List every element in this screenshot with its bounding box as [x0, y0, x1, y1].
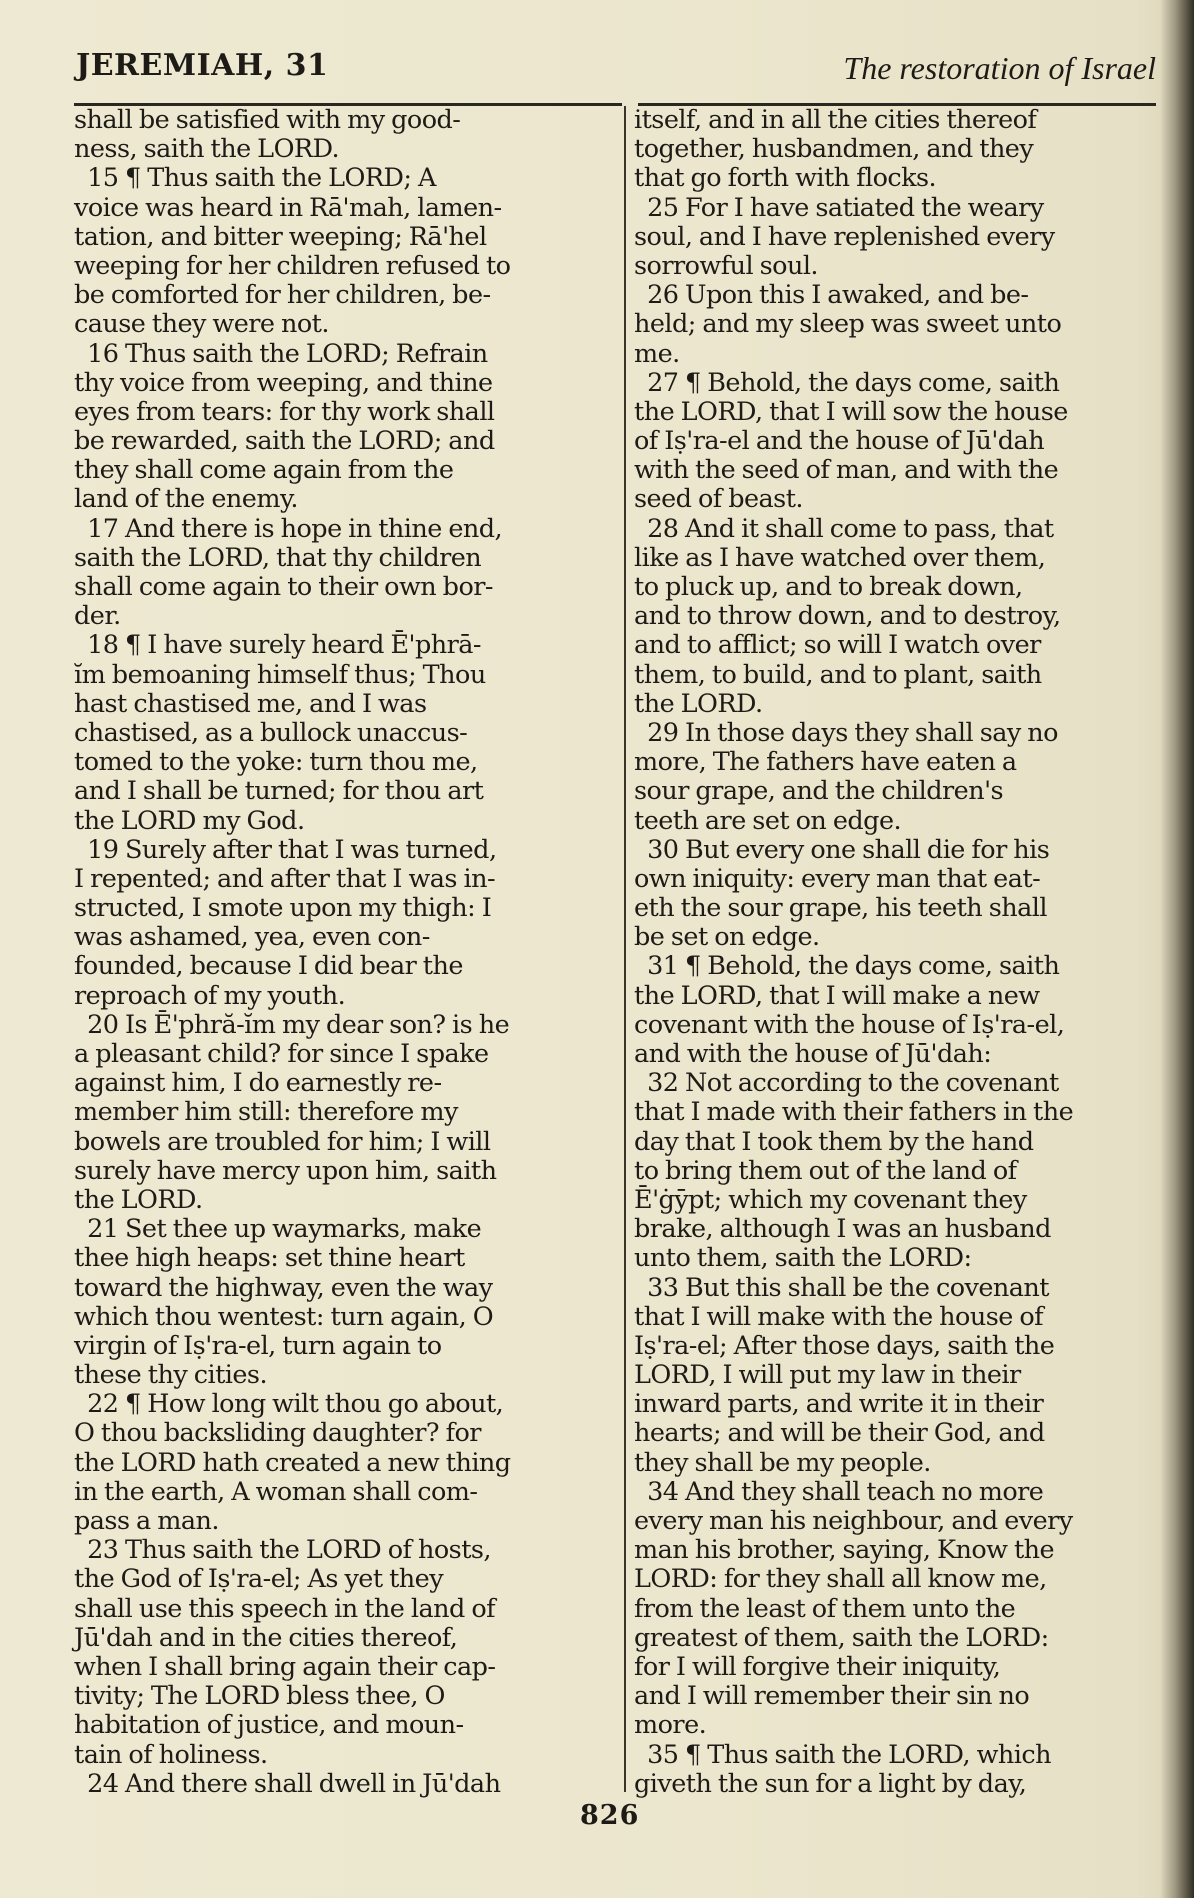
- text-line: 30 But every one shall die for his: [634, 834, 1050, 865]
- text-line: held; and my sleep was sweet unto: [634, 309, 1062, 340]
- page-header: [76, 48, 1156, 98]
- text-line: surely have mercy upon him, saith: [74, 1155, 497, 1186]
- text-line: which thou wentest: turn again, O: [74, 1301, 494, 1332]
- text-line: shall come again to their own bor-: [74, 572, 493, 602]
- text-line: the LORD my God.: [74, 805, 305, 836]
- text-line: every man his neighbour, and every: [634, 1506, 1073, 1536]
- text-line: virgin of Iṣ'ra-el, turn again to: [74, 1330, 442, 1361]
- text-line: 34 And they shall teach no more: [634, 1476, 1044, 1507]
- text-line: 29 In those days they shall say no: [634, 717, 1058, 748]
- column-divider: [624, 106, 626, 1792]
- text-line: thee high heaps: set thine heart: [74, 1243, 465, 1274]
- text-line: soul, and I have replenished every: [634, 221, 1055, 252]
- text-line: Jū'dah and in the cities thereof,: [74, 1622, 458, 1653]
- text-line: sour grape, and the children's: [634, 776, 1004, 807]
- text-line: and to afflict; so will I watch over: [634, 630, 1041, 661]
- text-line: O thou backsliding daughter? for: [74, 1418, 481, 1449]
- text-line: cause they were not.: [74, 309, 329, 340]
- text-line: unto them, saith the LORD:: [634, 1243, 972, 1274]
- text-line: eyes from tears: for thy work shall: [74, 396, 495, 427]
- text-line: reproach of my youth.: [74, 980, 346, 1011]
- text-line: 24 And there shall dwell in Jū'dah: [74, 1768, 501, 1799]
- text-line: the LORD, that I will sow the house: [634, 396, 1068, 427]
- text-line: 23 Thus saith the LORD of hosts,: [74, 1535, 491, 1566]
- text-line: be rewarded, saith the LORD; and: [74, 426, 495, 457]
- text-line: a pleasant child? for since I spake: [74, 1039, 489, 1069]
- text-line: seed of beast.: [634, 484, 803, 515]
- text-line: structed, I smote upon my thigh: I: [74, 893, 492, 924]
- text-line: member him still: therefore my: [74, 1097, 458, 1128]
- text-line: sorrowful soul.: [634, 250, 818, 281]
- text-line: be set on edge.: [634, 922, 820, 953]
- text-line: Ē'ġȳpt; which my covenant they: [634, 1184, 1027, 1215]
- text-line: 21 Set thee up waymarks, make: [74, 1214, 482, 1245]
- text-line: the LORD.: [74, 1184, 203, 1215]
- text-line: itself, and in all the cities thereof: [634, 105, 1037, 135]
- text-line: and I shall be turned; for thou art: [74, 776, 484, 807]
- text-line: saith the LORD, that thy children: [74, 542, 482, 573]
- text-line: 19 Surely after that I was turned,: [74, 834, 497, 865]
- text-line: more.: [634, 1710, 707, 1741]
- text-line: the God of Iṣ'ra-el; As yet they: [74, 1564, 444, 1595]
- text-line: 28 And it shall come to pass, that: [634, 513, 1054, 544]
- text-line: man his brother, saying, Know the: [634, 1535, 1055, 1566]
- text-line: shall be satisfied with my good-: [74, 105, 461, 135]
- text-line: the LORD hath created a new thing: [74, 1447, 511, 1478]
- text-line: for I will forgive their iniquity,: [634, 1651, 1001, 1682]
- text-line: 25 For I have satiated the weary: [634, 192, 1044, 223]
- text-line: eth the sour grape, his teeth shall: [634, 893, 1047, 924]
- text-line: habitation of justice, and moun-: [74, 1710, 464, 1741]
- text-line: weeping for her children refused to: [74, 250, 511, 281]
- text-line: pass a man.: [74, 1506, 219, 1536]
- text-line: hearts; and will be their God, and: [634, 1418, 1045, 1449]
- text-line: that go forth with flocks.: [634, 163, 937, 194]
- text-line: tivity; The LORD bless thee, O: [74, 1681, 445, 1712]
- left-text-column: [74, 106, 610, 1799]
- text-line: LORD: for they shall all know me,: [634, 1564, 1047, 1595]
- text-line: me.: [634, 338, 680, 369]
- text-line: inward parts, and write it in their: [634, 1389, 1044, 1420]
- text-line: own iniquity: every man that eat-: [634, 863, 1041, 894]
- section-heading: The restoration of Israel: [843, 50, 1156, 86]
- text-line: be comforted for her children, be-: [74, 280, 491, 311]
- text-line: 15 ¶ Thus saith the LORD; A: [74, 163, 436, 194]
- text-line: that I made with their fathers in the: [634, 1097, 1074, 1128]
- text-line: ness, saith the LORD.: [74, 134, 340, 165]
- text-line: tation, and bitter weeping; Rā'hel: [74, 221, 487, 252]
- text-line: when I shall bring again their cap-: [74, 1651, 496, 1682]
- text-line: to bring them out of the land of: [634, 1155, 1017, 1186]
- book-spine-shadow: [1160, 0, 1194, 1898]
- text-line: against him, I do earnestly re-: [74, 1068, 442, 1099]
- text-line: these thy cities.: [74, 1360, 267, 1391]
- text-line: from the least of them unto the: [634, 1593, 1016, 1624]
- text-line: that I will make with the house of: [634, 1301, 1044, 1332]
- text-line: tain of holiness.: [74, 1739, 268, 1770]
- text-line: teeth are set on edge.: [634, 805, 902, 836]
- text-line: land of the enemy.: [74, 484, 298, 515]
- text-line: the LORD, that I will make a new: [634, 980, 1040, 1011]
- text-line: 35 ¶ Thus saith the LORD, which: [634, 1739, 1051, 1770]
- text-line: 17 And there is hope in thine end,: [74, 513, 503, 544]
- text-line: giveth the sun for a light by day,: [634, 1768, 1027, 1799]
- text-line: and I will remember their sin no: [634, 1681, 1030, 1712]
- text-line: 27 ¶ Behold, the days come, saith: [634, 367, 1060, 398]
- text-line: greatest of them, saith the LORD:: [634, 1622, 1049, 1653]
- text-line: founded, because I did bear the: [74, 951, 463, 982]
- text-line: 26 Upon this I awaked, and be-: [634, 280, 1029, 311]
- text-line: Iṣ'ra-el; After those days, saith the: [634, 1330, 1055, 1361]
- text-line: LORD, I will put my law in their: [634, 1360, 1021, 1391]
- text-line: the LORD.: [634, 688, 763, 719]
- text-line: 22 ¶ How long wilt thou go about,: [74, 1389, 504, 1420]
- text-line: covenant with the house of Iṣ'ra-el,: [634, 1009, 1065, 1040]
- text-line: I repented; and after that I was in-: [74, 863, 496, 894]
- text-line: together, husbandmen, and they: [634, 134, 1034, 165]
- text-line: 33 But this shall be the covenant: [634, 1272, 1049, 1303]
- text-line: 20 Is Ē'phră-ĭm my dear son? is he: [74, 1009, 510, 1040]
- text-line: them, to build, and to plant, saith: [634, 659, 1042, 690]
- text-line: of Iṣ'ra-el and the house of Jū'dah: [634, 426, 1045, 457]
- text-line: they shall come again from the: [74, 455, 454, 486]
- text-line: bowels are troubled for him; I will: [74, 1126, 491, 1157]
- text-line: more, The fathers have eaten a: [634, 747, 1017, 778]
- right-text-column: [634, 106, 1160, 1799]
- text-line: to pluck up, and to break down,: [634, 572, 1023, 602]
- book-chapter-heading: JEREMIAH, 31: [76, 48, 329, 83]
- page-number: 826: [580, 1800, 640, 1831]
- text-line: brake, although I was an husband: [634, 1214, 1051, 1245]
- text-line: 16 Thus saith the LORD; Refrain: [74, 338, 488, 369]
- text-line: hast chastised me, and I was: [74, 688, 427, 719]
- text-line: shall use this speech in the land of: [74, 1593, 496, 1624]
- text-line: ĭm bemoaning himself thus; Thou: [74, 659, 486, 690]
- text-line: 18 ¶ I have surely heard Ē'phrā-: [74, 630, 481, 661]
- text-line: in the earth, A woman shall com-: [74, 1476, 478, 1507]
- text-line: like as I have watched over them,: [634, 542, 1046, 573]
- text-line: tomed to the yoke: turn thou me,: [74, 747, 478, 778]
- text-line: day that I took them by the hand: [634, 1126, 1034, 1157]
- text-line: they shall be my people.: [634, 1447, 931, 1478]
- text-line: der.: [74, 601, 121, 632]
- text-line: 32 Not according to the covenant: [634, 1068, 1059, 1099]
- text-line: with the seed of man, and with the: [634, 455, 1059, 486]
- text-line: voice was heard in Rā'mah, lamen-: [74, 192, 502, 223]
- text-line: chastised, as a bullock unaccus-: [74, 717, 468, 748]
- text-line: was ashamed, yea, even con-: [74, 922, 430, 953]
- text-line: and with the house of Jū'dah:: [634, 1039, 992, 1069]
- text-line: and to throw down, and to destroy,: [634, 601, 1061, 632]
- text-line: thy voice from weeping, and thine: [74, 367, 493, 398]
- text-line: toward the highway, even the way: [74, 1272, 493, 1303]
- text-line: 31 ¶ Behold, the days come, saith: [634, 951, 1060, 982]
